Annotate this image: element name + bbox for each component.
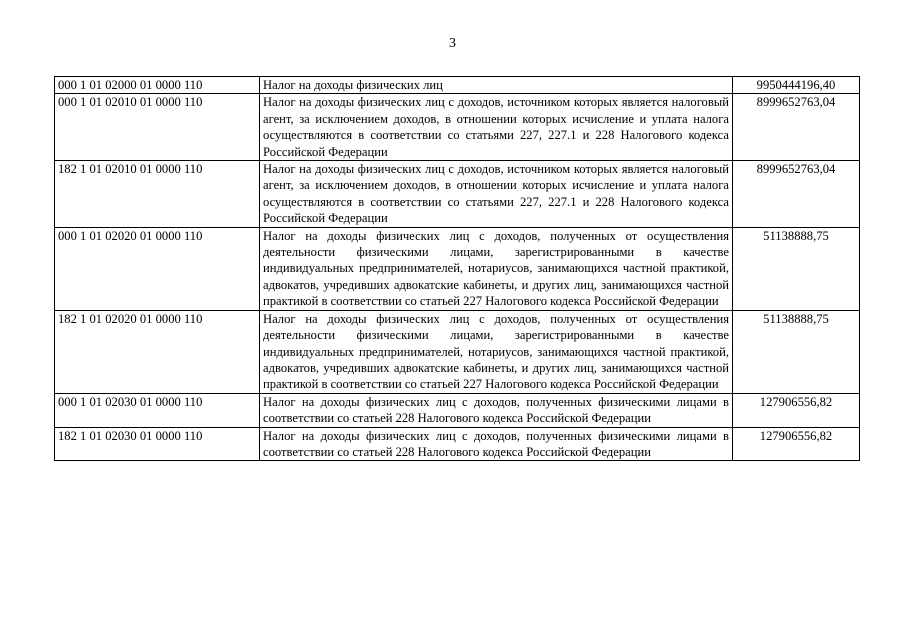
table-row xyxy=(55,161,860,228)
revenue-name-cell: Налог на доходы физических лиц с доходов, полученных физическими лицами в соответствии со статьей 228 Налогового кодекса Российской Федерации xyxy=(260,393,733,427)
revenue-name-cell: Налог на доходы физических лиц с доходов, полученных от осуществления деятельности физическими лицами, зарегистрированными в качестве индивидуальных предпринимателей, нотариусов, занимающихся частной практикой, адвокатов, учредивших адвокатские кабинеты, и других лиц, занимающихся частной практикой в соответствии со статьей 227 Налогового кодекса Российской Федерации xyxy=(260,227,733,310)
amount-cell: 127906556,82 xyxy=(733,427,860,461)
page-number: 3 xyxy=(449,36,456,51)
amount-cell: 51138888,75 xyxy=(733,310,860,393)
budget-code-cell: 182 1 01 02010 01 0000 110 xyxy=(55,161,260,228)
table-row xyxy=(55,227,860,310)
budget-code-cell: 000 1 01 02020 01 0000 110 xyxy=(55,227,260,310)
budget-code-cell: 182 1 01 02020 01 0000 110 xyxy=(55,310,260,393)
table-row xyxy=(55,393,860,427)
table-row xyxy=(55,310,860,393)
revenue-name-cell: Налог на доходы физических лиц xyxy=(260,77,733,94)
table-row xyxy=(55,427,860,461)
revenue-name-cell: Налог на доходы физических лиц с доходов, полученных физическими лицами в соответствии со статьей 228 Налогового кодекса Российской Федерации xyxy=(260,427,733,461)
amount-cell: 127906556,82 xyxy=(733,393,860,427)
budget-revenue-table xyxy=(54,76,860,461)
amount-cell: 8999652763,04 xyxy=(733,161,860,228)
budget-code-cell: 000 1 01 02000 01 0000 110 xyxy=(55,77,260,94)
table-row xyxy=(55,94,860,161)
amount-cell: 9950444196,40 xyxy=(733,77,860,94)
revenue-name-cell: Налог на доходы физических лиц с доходов, источником которых является налоговый агент, за исключением доходов, в отношении которых исчисление и уплата налога осуществляются в соответствии со статьями 227, 227.1 и 228 Налогового кодекса Российской Федерации xyxy=(260,161,733,228)
budget-code-cell: 182 1 01 02030 01 0000 110 xyxy=(55,427,260,461)
amount-cell: 51138888,75 xyxy=(733,227,860,310)
budget-code-cell: 000 1 01 02010 01 0000 110 xyxy=(55,94,260,161)
table-row xyxy=(55,77,860,94)
revenue-name-cell: Налог на доходы физических лиц с доходов, полученных от осуществления деятельности физическими лицами, зарегистрированными в качестве индивидуальных предпринимателей, нотариусов, занимающихся частной практикой, адвокатов, учредивших адвокатские кабинеты, и других лиц, занимающихся частной практикой в соответствии со статьей 227 Налогового кодекса Российской Федерации xyxy=(260,310,733,393)
revenue-name-cell: Налог на доходы физических лиц с доходов, источником которых является налоговый агент, за исключением доходов, в отношении которых исчисление и уплата налога осуществляются в соответствии со статьями 227, 227.1 и 228 Налогового кодекса Российской Федерации xyxy=(260,94,733,161)
amount-cell: 8999652763,04 xyxy=(733,94,860,161)
budget-code-cell: 000 1 01 02030 01 0000 110 xyxy=(55,393,260,427)
